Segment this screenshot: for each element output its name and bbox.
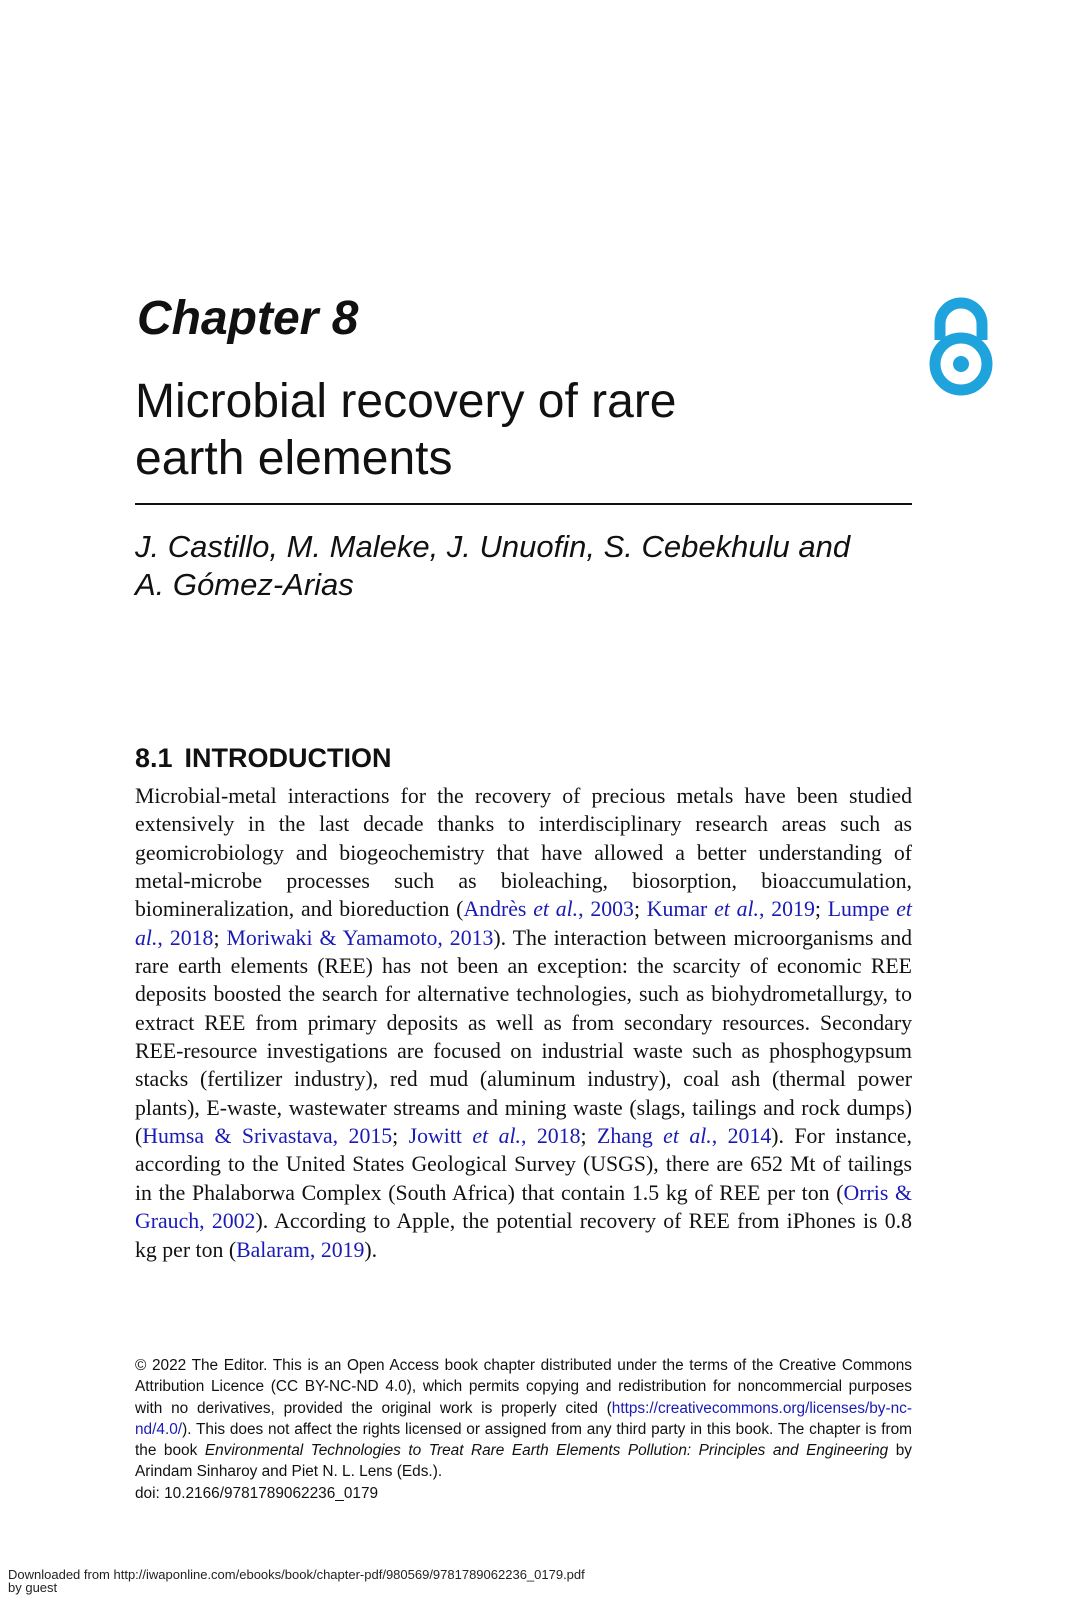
- license-text-1: © 2022 The Editor. This is an Open Access book chapter distributed under the terms of the Creative Commons Attribution Licence (CC BY-NC-ND 4.0), which permits copying and redistribution for noncommercial purposes with no derivatives, provided the original work is properly cited (: [135, 1357, 912, 1417]
- open-access-dot: [953, 356, 969, 372]
- download-notice: [8, 1568, 585, 1594]
- license-text-3: by Arindam Sinharoy and Piet N. L. Lens (Eds.).: [135, 1442, 913, 1481]
- authors-line-2: A. Gómez-Arias: [135, 567, 354, 602]
- citation-balaram-2019[interactable]: Balaram, 2019: [236, 1237, 365, 1262]
- citation-moriwaki-2013[interactable]: Moriwaki & Yamamoto, 2013: [226, 925, 494, 950]
- section-heading: [135, 741, 392, 775]
- download-by-line: by guest: [8, 1580, 58, 1595]
- doi: doi: 10.2166/9781789062236_0179: [135, 1485, 379, 1502]
- intro-text-3: ). For instance, according to the United States Geological Survey (USGS), there are 652 Mt of tailings in the Phalaborwa Complex (South Africa) that contain 1.5 kg of REE per ton (: [135, 1124, 913, 1205]
- citation-separator: ;: [213, 925, 227, 950]
- chapter-number: Chapter 8: [137, 292, 359, 345]
- citation-andres-2003[interactable]: Andrès et al., 2003: [463, 897, 634, 922]
- citation-separator: ;: [814, 897, 828, 922]
- intro-text-1: Microbial-metal interactions for the recovery of precious metals have been studied extensively in the last decade thanks to interdisciplinary research areas such as geomicrobiology and biogeochemistry that have allowed a better understanding of metal-microbe processes such as bioleaching, biosorption, bioaccumulation, biomineralization, and bioreduction (: [135, 784, 912, 922]
- section-number: 8.1: [135, 743, 173, 773]
- citation-kumar-2019[interactable]: Kumar et al., 2019: [646, 897, 815, 922]
- introduction-paragraph: [135, 782, 912, 1264]
- intro-text-5: ).: [364, 1237, 378, 1262]
- citation-lumpe-2018[interactable]: Lumpe et al., 2018: [135, 897, 912, 950]
- intro-text-2: ). The interaction between microorganisms and rare earth elements (REE) has not been an exception: the scarcity of economic REE deposits boosted the search for alternative technologies, such as biohydrometallurgy, to extract REE from primary deposits as well as from secondary resources. Secondary REE-resource investigations are focused on industrial waste such as phosphogypsum stacks (fertilizer industry), red mud (aluminum industry), coal ash (thermal power plants), E-waste, wastewater streams and mining waste (slags, tailings and rock dumps) (: [135, 925, 912, 1149]
- chapter-title: [135, 373, 895, 487]
- download-url-line: Downloaded from http://iwaponline.com/ebooks/book/chapter-pdf/980569/9781789062236_0179.pdf: [8, 1567, 585, 1582]
- chapter-title-line-2: earth elements: [135, 432, 453, 485]
- citation-separator: ;: [580, 1124, 598, 1149]
- open-access-lock-icon: [924, 294, 998, 404]
- license-text-2: ). This does not affect the rights licensed or assigned from any third party in this book. The chapter is from the book: [135, 1420, 912, 1460]
- citation-separator: ;: [392, 1124, 409, 1149]
- citation-jowitt-2018[interactable]: Jowitt et al., 2018: [408, 1124, 581, 1149]
- chapter-title-line-1: Microbial recovery of rare: [135, 375, 677, 428]
- title-divider: [135, 503, 912, 505]
- book-title: Environmental Technologies to Treat Rare Earth Elements Pollution: Principles and Engineering: [204, 1442, 889, 1460]
- citation-orris-2002[interactable]: Orris & Grauch, 2002: [135, 1180, 912, 1234]
- intro-text-4: ). According to Apple, the potential recovery of REE from iPhones is 0.8 kg per ton (: [135, 1209, 912, 1262]
- citation-separator: ;: [633, 897, 647, 922]
- section-title: INTRODUCTION: [184, 743, 392, 773]
- author-list: [135, 528, 935, 604]
- license-notice: [135, 1355, 912, 1483]
- license-link[interactable]: https://creativecommons.org/licenses/by-nc-nd/4.0/: [135, 1399, 912, 1438]
- authors-line-1: J. Castillo, M. Maleke, J. Unuofin, S. Cebekhulu and: [135, 529, 851, 564]
- citation-humsa-2015[interactable]: Humsa & Srivastava, 2015: [142, 1124, 393, 1149]
- citation-zhang-2014[interactable]: Zhang et al., 2014: [597, 1124, 772, 1149]
